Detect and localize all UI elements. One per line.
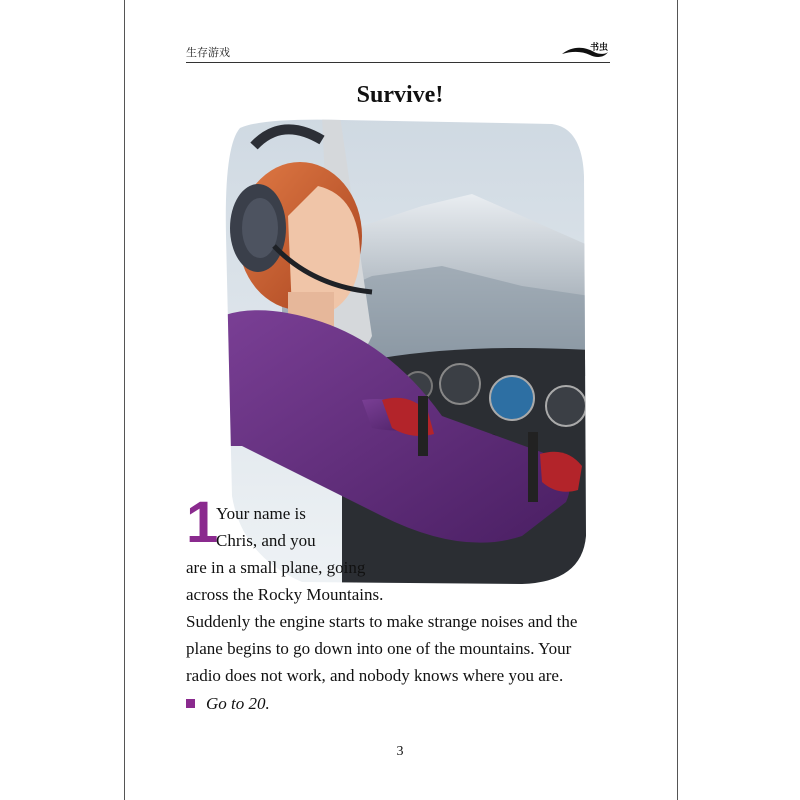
logo-text: 书虫 [589, 42, 608, 52]
body-line-4: across the Rocky Mountains. [186, 585, 384, 604]
section-number: 1 [186, 490, 219, 555]
body-line-3: are in a small plane, going [186, 558, 366, 577]
page-number: 3 [396, 744, 404, 759]
square-bullet-icon [186, 699, 195, 708]
series-title: 生存游戏 [186, 47, 230, 59]
running-header [186, 42, 610, 63]
body-line-6: plane begins to go down into one of the mountains. Your [186, 639, 572, 658]
body-line-1: Your name is [216, 504, 306, 523]
body-line-5: Suddenly the engine starts to make strange noises and the [186, 612, 578, 631]
go-to-text: Go to 20. [206, 694, 270, 713]
page-title: Survive! [356, 82, 444, 108]
body-line-7: radio does not work, and nobody knows where you are. [186, 666, 564, 685]
bookworm-logo [560, 40, 610, 60]
go-to-instruction [186, 694, 270, 714]
body-line-2: Chris, and you [216, 531, 316, 550]
